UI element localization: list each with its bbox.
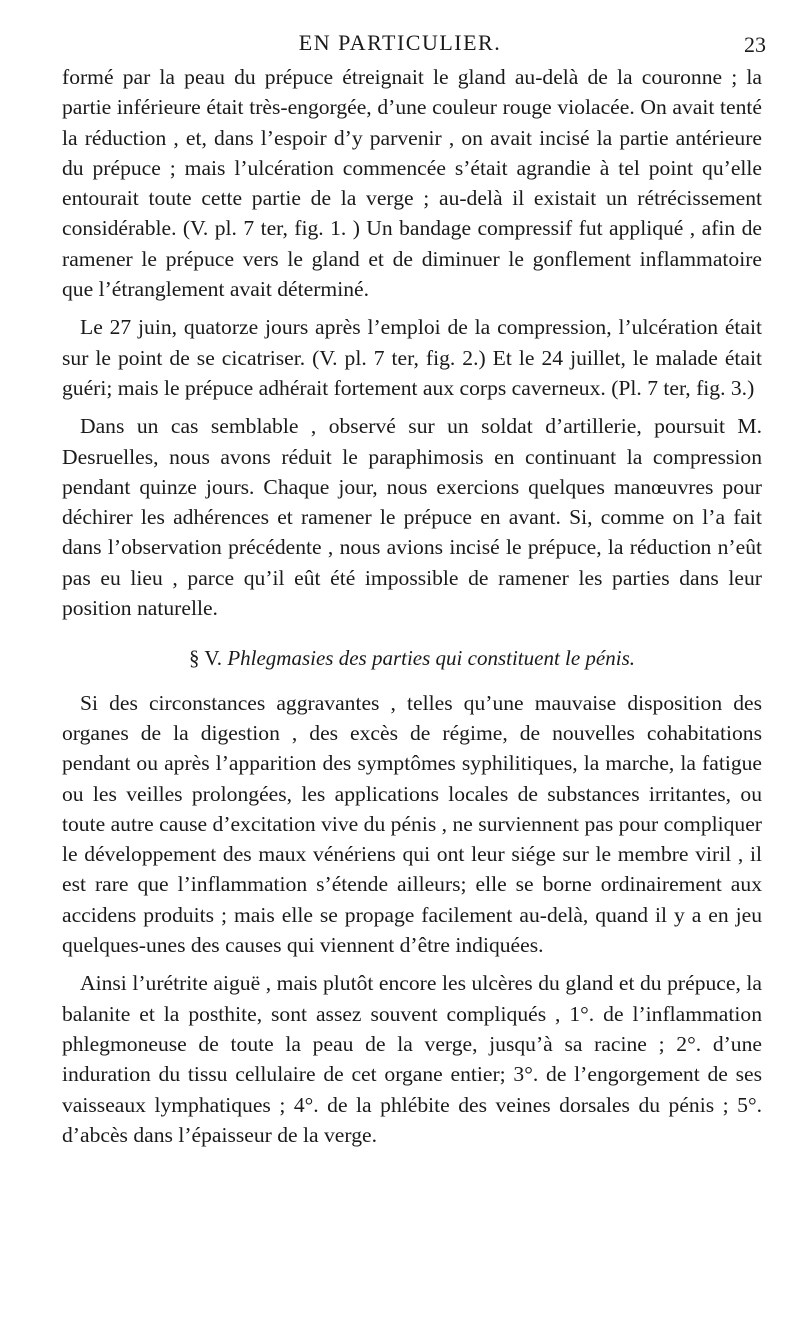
- paragraph-3: Dans un cas semblable , observé sur un soldat d’artillerie, poursuit M. Desruelles, nous avons réduit le paraphimosis en continuant la compression pendant quinze jours. Chaque jour, nous exercions quelques manœuvres pour déchirer les adhérences et ramener le prépuce en avant. Si, comme on l’a fait dans l’observation précédente , nous avions incisé le prépuce, la réduction n’eût pas eu lieu , parce qu’il eût été impossible de ramener les parties dans leur position naturelle.: [62, 414, 762, 621]
- page-header: [0, 28, 800, 62]
- body-text: [62, 62, 762, 1158]
- paragraph-4: Si des circonstances aggravantes , telles qu’une mauvaise disposition des organes de la digestion , des excès de régime, de nouvelles cohabitations pendant ou après l’apparition des symptômes syphilitiques, la marche, la fatigue ou les veilles prolongées, les applications locales de substances irritantes, ou toute autre cause d’excitation vive du pénis , ne surviennent pas pour compliquer le développement des maux vénériens qui ont leur siége sur le membre viril , il est rare que l’inflammation s’étende ailleurs; elle se borne ordinairement aux accidens produits ; mais elle se propage facilement au-delà, quand il y a en jeu quelques-unes des causes qui viennent d’être indiquées.: [62, 690, 762, 958]
- paragraph-2: Le 27 juin, quatorze jours après l’emploi de la compression, l’ulcération était sur le point de se cicatriser. (V. pl. 7 ter, fig. 2.) Et le 24 juillet, le malade était guéri; mais le prépuce adhérait fortement aux corps caverneux. (Pl. 7 ter, fig. 3.): [62, 315, 762, 400]
- paragraph-5: Ainsi l’urétrite aiguë , mais plutôt encore les ulcères du gland et du prépuce, la balanite et la posthite, sont assez souvent compliqués , 1°. de l’inflammation phlegmoneuse de toute la peau de la verge, jusqu’à sa racine ; 2°. d’une induration du tissu cellulaire de cet organe entier; 3°. de l’engorgement de ses vaisseaux lymphatiques ; 4°. de la phlébite des veines dorsales du pénis ; 5°. d’abcès dans l’épaisseur de la verge.: [62, 971, 762, 1147]
- paragraph-1: formé par la peau du prépuce étreignait le gland au-delà de la couronne ; la partie inférieure était très-engorgée, d’une couleur rouge violacée. On avait tenté la réduction , et, dans l’espoir d’y parvenir , on avait incisé la partie antérieure du prépuce ; mais l’ulcération commencée s’était agrandie à tel point qu’elle entourait toute cette partie de la verge ; au-delà il existait un rétrécissement considérable. (V. pl. 7 ter, fig. 1. ) Un bandage compressif fut appliqué , afin de ramener le prépuce vers le gland et de diminuer le gonflement inflammatoire que l’étranglement avait déterminé.: [62, 65, 762, 302]
- running-title: EN PARTICULIER.: [298, 30, 502, 55]
- page-number: 23: [744, 32, 766, 57]
- section-number: § V.: [188, 646, 223, 671]
- section-heading: [62, 643, 762, 673]
- section-title: Phlegmasies des parties qui constituent le pénis.: [227, 646, 636, 671]
